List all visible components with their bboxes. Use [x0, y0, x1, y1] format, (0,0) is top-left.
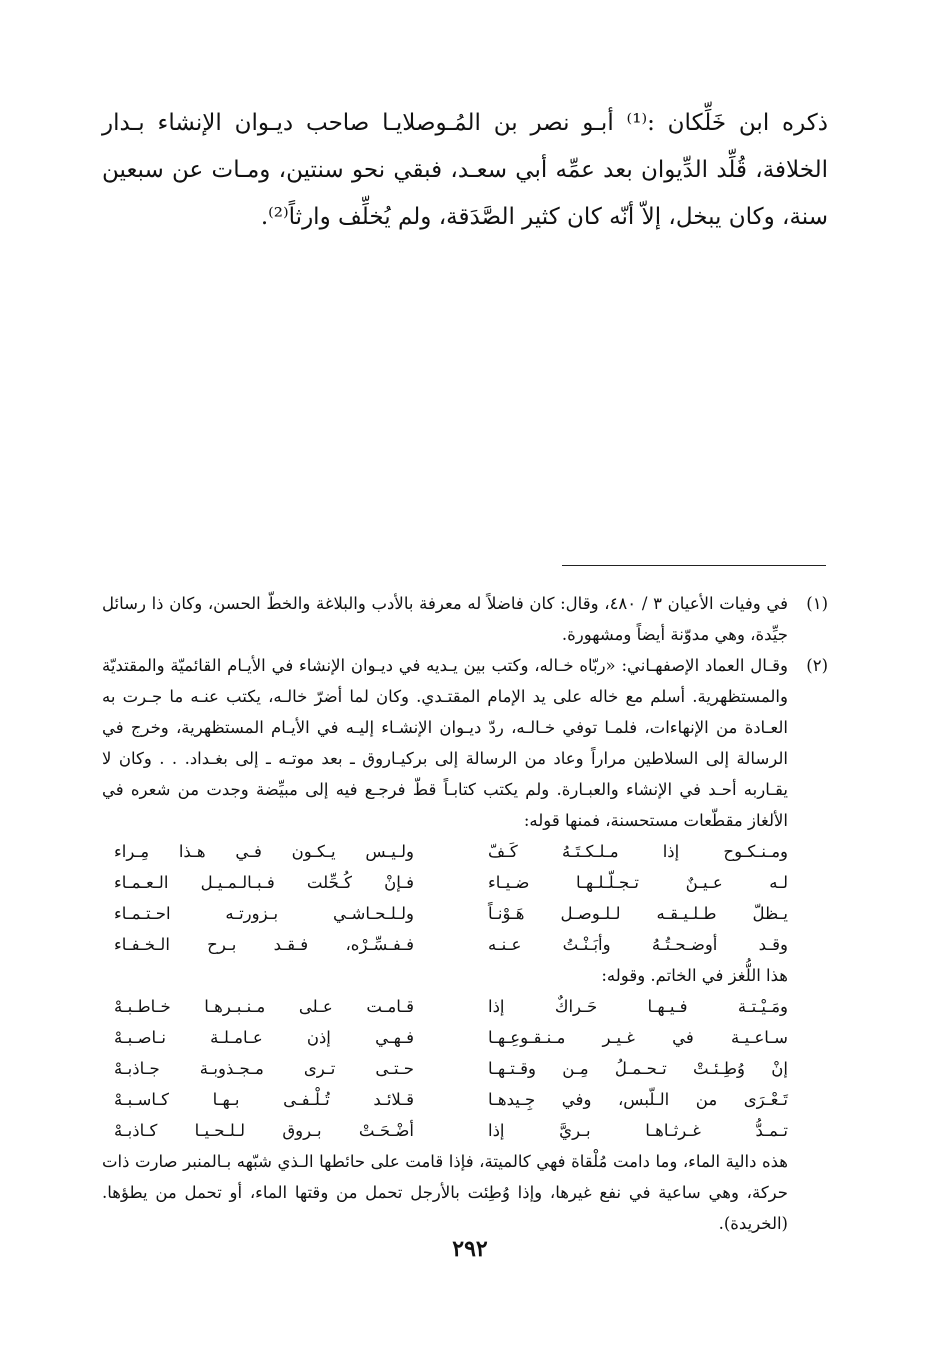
verse-line [102, 1053, 788, 1084]
verse-first-hemistich: ومَـيْـتـة فـيـهـا حَـراكٌ إذا [488, 997, 788, 1016]
verse-second-hemistich: ولـيـس يـكـون فـي هـذا مِـراء [114, 842, 414, 861]
biography-paragraph: ذكره ابن خَلِّكان :⁽¹⁾ أبـو نصر بن المُـوصلايـا صاحب ديـوان الإنشاء بـدار الخلافة، قُلِّد الدِّيوان بعد عمِّه أبي سعـد، فبقي نحو سنتين، ومـات عن سبعين سنة، وكان يبخل، إلاّ أنّه كان كثير الصَّدَقة، ولم يُخلِّف وارثاً⁽²⁾. [102, 110, 828, 230]
verse-first-hemistich: إنْ وُطِـئـتْ تـحـمـلُ مِـن وقـتـهـا [488, 1059, 788, 1078]
riddle-caption: هذا اللُّغز في الخاتم. وقوله: [601, 966, 788, 985]
verse-line [102, 867, 788, 898]
verse-second-hemistich: فـإنْ كُـحِّلت فـبـالـمـيـل الـعـمـاء [114, 873, 414, 892]
verse-line [102, 1084, 788, 1115]
verse-line [102, 1022, 788, 1053]
footnote-intro: وقـال العماد الإصفهـاني: «ربّاه خـاله، وكتب بين يـديه في ديـوان الإنشاء في الأيـام القائميّة والمقتديّة والمستظهرية. أسلم مع خاله على يد الإمام المقتـدي. وكان لما أضرّ خالـه، يكتب عنـه ما جـرت به العـادة من الإنهاءات، فلمـا توفي خـالـه، ردّ ديـوان الإنشـاء إليـه في الأيـام المستظهرية، وخرج في الرسالة إلى السلاطين مراراً وعاد من الرسالة إلى بركيـاروق ـ بعد موتـه ـ إلى بغـداد. . . وكان لا يقـاربه أحـد في الإنشاء والعبـارة. ولم يكتب كتابـاً قطّ فرجـع فيه إلى مبيِّضة وجدت من شعره في الألغاز مقطّعات مستحسنة، فمنها قوله: [102, 656, 788, 830]
poem-khatam [102, 836, 788, 960]
verse-line [102, 929, 788, 960]
footnote-body [102, 650, 788, 1239]
footnote-1 [102, 588, 828, 650]
verse-second-hemistich: حـتـى تـرى مـجـذوبـة جـاذبـهْ [114, 1059, 414, 1078]
verse-first-hemistich: وقـد أوضـحـتُـهُ وأبَـنْـتُ عـنـه [488, 935, 788, 954]
verse-first-hemistich: تَـعْـرَى من الـلّبس، وفي جِـيدهـا [488, 1090, 788, 1109]
main-text [102, 100, 828, 241]
verse-first-hemistich: ومـنـكـوح إذا مـلـكـتَـهُ كَـفّ [488, 842, 788, 861]
verse-first-hemistich: يـظلّ طـلـيـقـه لـلـوصـل هَـوْنـاً [488, 904, 788, 923]
footnote-separator [562, 565, 826, 566]
verse-second-hemistich: فـهـي إذن عـامـلـة نـاصـبـهْ [114, 1028, 414, 1047]
verse-first-hemistich: سـاعـيـة في غـيـر مـنـقـوعِـهـا [488, 1028, 788, 1047]
footnote-closing: هذه دالية الماء، وما دامت مُلْقاة فهي كالميتة، فإذا قامت على حائطها الـذي شبّهه بـالمنبر صارت ذات حركة، وهي ساعية في نفع غيرها، وإذا وُطِئت بالأرجل تحمل من وقتها الماء، أو تحمل من يطؤها. (الخريدة). [102, 1152, 788, 1233]
poem-daliya [102, 991, 788, 1146]
verse-first-hemistich: تـمـدُّ غـرثـاهـا بـريَّ إذا [488, 1121, 788, 1140]
footnotes [102, 588, 828, 1239]
verse-line [102, 898, 788, 929]
verse-second-hemistich: أضْـحَـتْ بـروق لـلـحـيـا كـاذبـهْ [114, 1121, 414, 1140]
verse-second-hemistich: قـامـت عـلى مـنـبـرهـا خـاطـبـهْ [114, 997, 414, 1016]
footnote-text: في وفيات الأعيان ٣ / ٤٨٠، وقال: كان فاضلاً له معرفة بالأدب والبلاغة والخطّ الحسن، وكان ذا رسائل جيِّدة، وهي مدوّنة أيضاً ومشهورة. [102, 594, 788, 644]
verse-second-hemistich: ولـلـحـاشـي بـزورتـه احـتـمـاء [114, 904, 414, 923]
verse-second-hemistich: فـفـسِّـرْه، فـقـد بـرح الـخـفـاء [114, 935, 414, 954]
footnote-number: (١) [806, 594, 828, 613]
page-number: ٢٩٢ [452, 1236, 488, 1262]
verse-line [102, 1115, 788, 1146]
verse-line [102, 836, 788, 867]
footnote-2 [102, 650, 828, 1239]
footnote-body [102, 588, 788, 650]
footnote-number: (٢) [806, 656, 828, 675]
verse-line [102, 991, 788, 1022]
verse-second-hemistich: قـلائـد تُـلْـفـى بـهـا كـاسـبـهْ [114, 1090, 414, 1109]
verse-first-hemistich: لـه عـيـنٌ تـجـلّـلـهـا ضـيـاء [488, 873, 788, 892]
